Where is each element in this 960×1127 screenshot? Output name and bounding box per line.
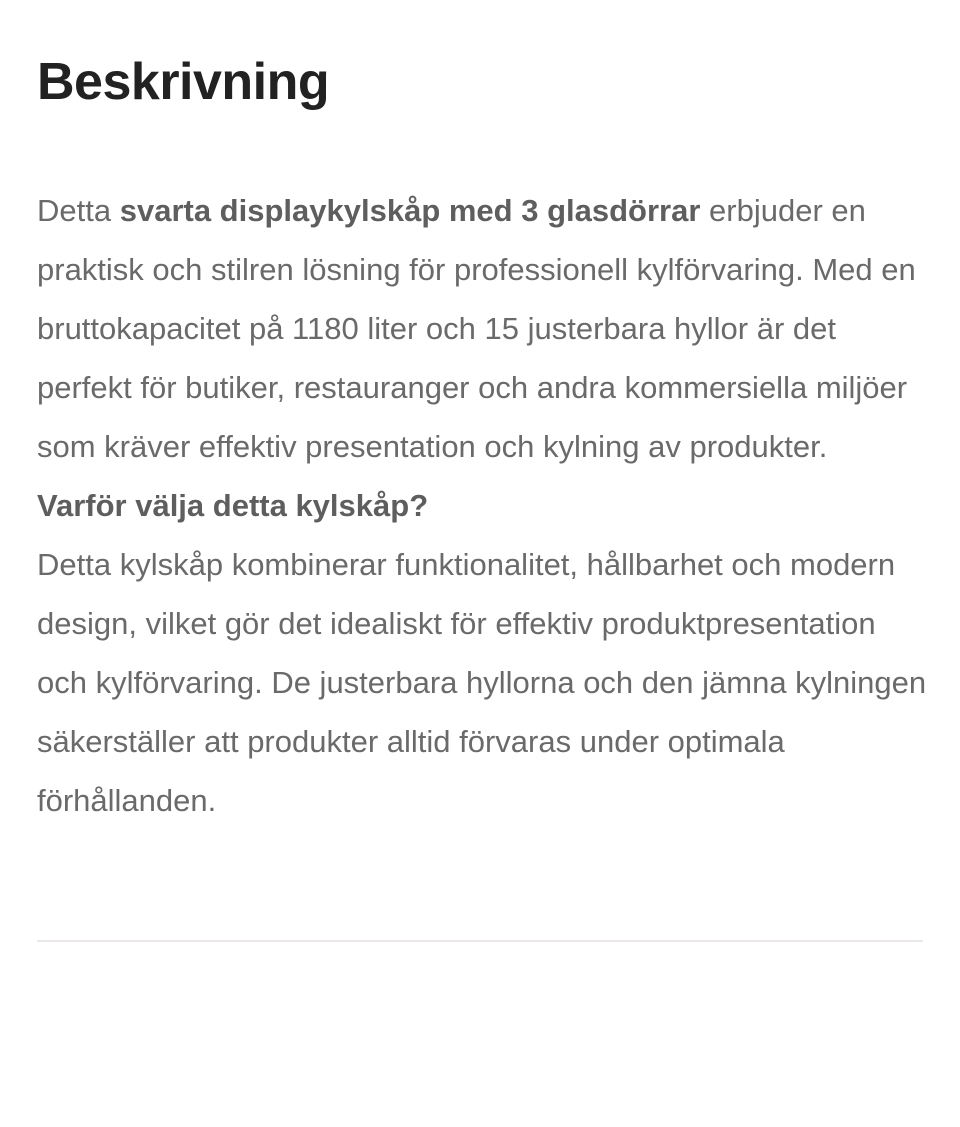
intro-prefix: Detta	[37, 193, 120, 228]
subheading	[37, 476, 927, 535]
intro-bold: svarta displaykylskåp med 3 glasdörrar	[119, 193, 701, 228]
intro-paragraph	[37, 181, 927, 476]
body-paragraph: Detta kylskåp kombinerar funktionalitet, hållbarhet och modern design, vilket gör det idealiskt för effektiv produktpresentation och kylförvaring. De justerbara hyllorna och den jämna kylningen säkerställer att produkter alltid förvaras under optimala förhållanden.	[37, 547, 927, 818]
subheading-text: Varför välja detta kylskåp?	[37, 488, 429, 523]
divider	[37, 940, 923, 942]
intro-suffix: erbjuder en praktisk och stilren lösning för professionell kylförvaring. Med en bruttokapacitet på 1180 liter och 15 justerbara hyllor är det perfekt för butiker, restauranger och andra kommersiella miljöer som kräver effektiv presentation och kylning av produkter.	[37, 193, 916, 464]
description-content	[37, 181, 927, 830]
section-heading: Beskrivning	[37, 53, 330, 111]
